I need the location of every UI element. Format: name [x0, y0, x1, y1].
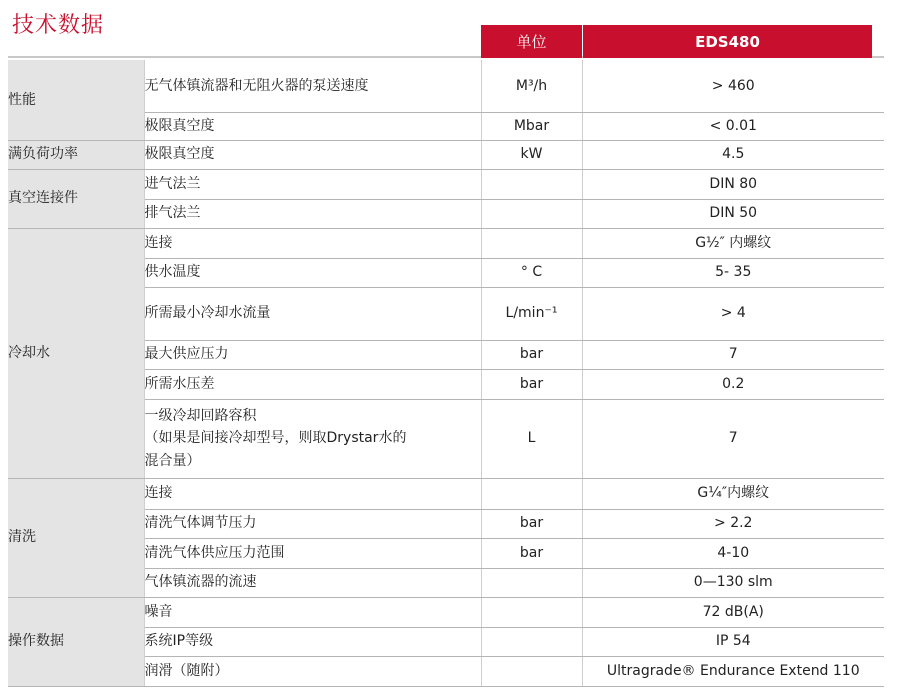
- value-cell: 5- 35: [582, 258, 884, 287]
- unit-cell: [481, 478, 582, 509]
- param-cell: 润滑（随附）: [144, 656, 481, 686]
- category-operating-data: 操作数据: [8, 597, 144, 686]
- value-cell: > 2.2: [582, 509, 884, 538]
- table-row: [8, 478, 884, 509]
- unit-cell: [481, 199, 582, 228]
- value-cell: > 4: [582, 287, 884, 340]
- category-vacuum-connections: 真空连接件: [8, 169, 144, 228]
- param-line: 一级冷却回路容积: [144, 408, 257, 425]
- param-cell: 进气法兰: [144, 169, 481, 199]
- value-cell: 0.2: [582, 369, 884, 399]
- unit-cell: kW: [481, 140, 582, 169]
- value-cell: DIN 50: [582, 199, 884, 228]
- param-line: 混合量）: [144, 452, 201, 469]
- unit-cell: bar: [481, 509, 582, 538]
- page-title: 技术数据: [12, 13, 105, 38]
- value-cell: G½″ 内螺纹: [582, 228, 884, 258]
- unit-cell: [481, 627, 582, 656]
- table-row: [8, 60, 884, 112]
- param-cell: 连接: [144, 478, 481, 509]
- value-cell: 7: [582, 399, 884, 478]
- unit-cell: [481, 656, 582, 686]
- value-cell: 4-10: [582, 538, 884, 568]
- unit-cell: [481, 228, 582, 258]
- param-cell: 清洗气体供应压力范围: [144, 538, 481, 568]
- value-cell: 7: [582, 340, 884, 369]
- param-cell: 排气法兰: [144, 199, 481, 228]
- param-cell: 极限真空度: [144, 140, 481, 169]
- category-full-load-power: 满负荷功率: [8, 140, 144, 169]
- table-row: [8, 140, 884, 169]
- param-cell: 系统IP等级: [144, 627, 481, 656]
- param-cell: 所需水压差: [144, 369, 481, 399]
- model-column-header: EDS480: [583, 25, 872, 58]
- table-row: [8, 169, 884, 199]
- param-cell: 供水温度: [144, 258, 481, 287]
- unit-cell: L/min⁻¹: [481, 287, 582, 340]
- value-cell: IP 54: [582, 627, 884, 656]
- category-purge: 清洗: [8, 478, 144, 597]
- param-cell: 无气体镇流器和无阻火器的泵送速度: [144, 60, 481, 112]
- unit-cell: [481, 169, 582, 199]
- unit-cell: [481, 568, 582, 597]
- table-row: [8, 228, 884, 258]
- value-cell: DIN 80: [582, 169, 884, 199]
- unit-cell: L: [481, 399, 582, 478]
- unit-cell: ° C: [481, 258, 582, 287]
- unit-cell: bar: [481, 369, 582, 399]
- unit-cell: [481, 597, 582, 627]
- value-cell: 0—130 slm: [582, 568, 884, 597]
- unit-cell: Mbar: [481, 112, 582, 140]
- param-cell: 噪音: [144, 597, 481, 627]
- param-line: （如果是间接冷却型号，则取Drystar水的: [144, 430, 407, 447]
- unit-cell: M³/h: [481, 60, 582, 112]
- unit-column-header: 单位: [481, 25, 582, 58]
- unit-cell: bar: [481, 538, 582, 568]
- param-cell: 清洗气体调节压力: [144, 509, 481, 538]
- unit-cell: bar: [481, 340, 582, 369]
- value-cell: > 460: [582, 60, 884, 112]
- param-cell: 极限真空度: [144, 112, 481, 140]
- category-performance: 性能: [8, 60, 144, 140]
- value-cell: 4.5: [582, 140, 884, 169]
- param-cell: 所需最小冷却水流量: [144, 287, 481, 340]
- spec-table: [8, 60, 884, 687]
- param-cell: 最大供应压力: [144, 340, 481, 369]
- value-cell: G¼″内螺纹: [582, 478, 884, 509]
- table-row: [8, 597, 884, 627]
- value-cell: < 0.01: [582, 112, 884, 140]
- param-cell: [144, 399, 481, 478]
- category-cooling-water: 冷却水: [8, 228, 144, 478]
- param-cell: 连接: [144, 228, 481, 258]
- param-cell: 气体镇流器的流速: [144, 568, 481, 597]
- value-cell: Ultragrade® Endurance Extend 110: [582, 656, 884, 686]
- value-cell: 72 dB(A): [582, 597, 884, 627]
